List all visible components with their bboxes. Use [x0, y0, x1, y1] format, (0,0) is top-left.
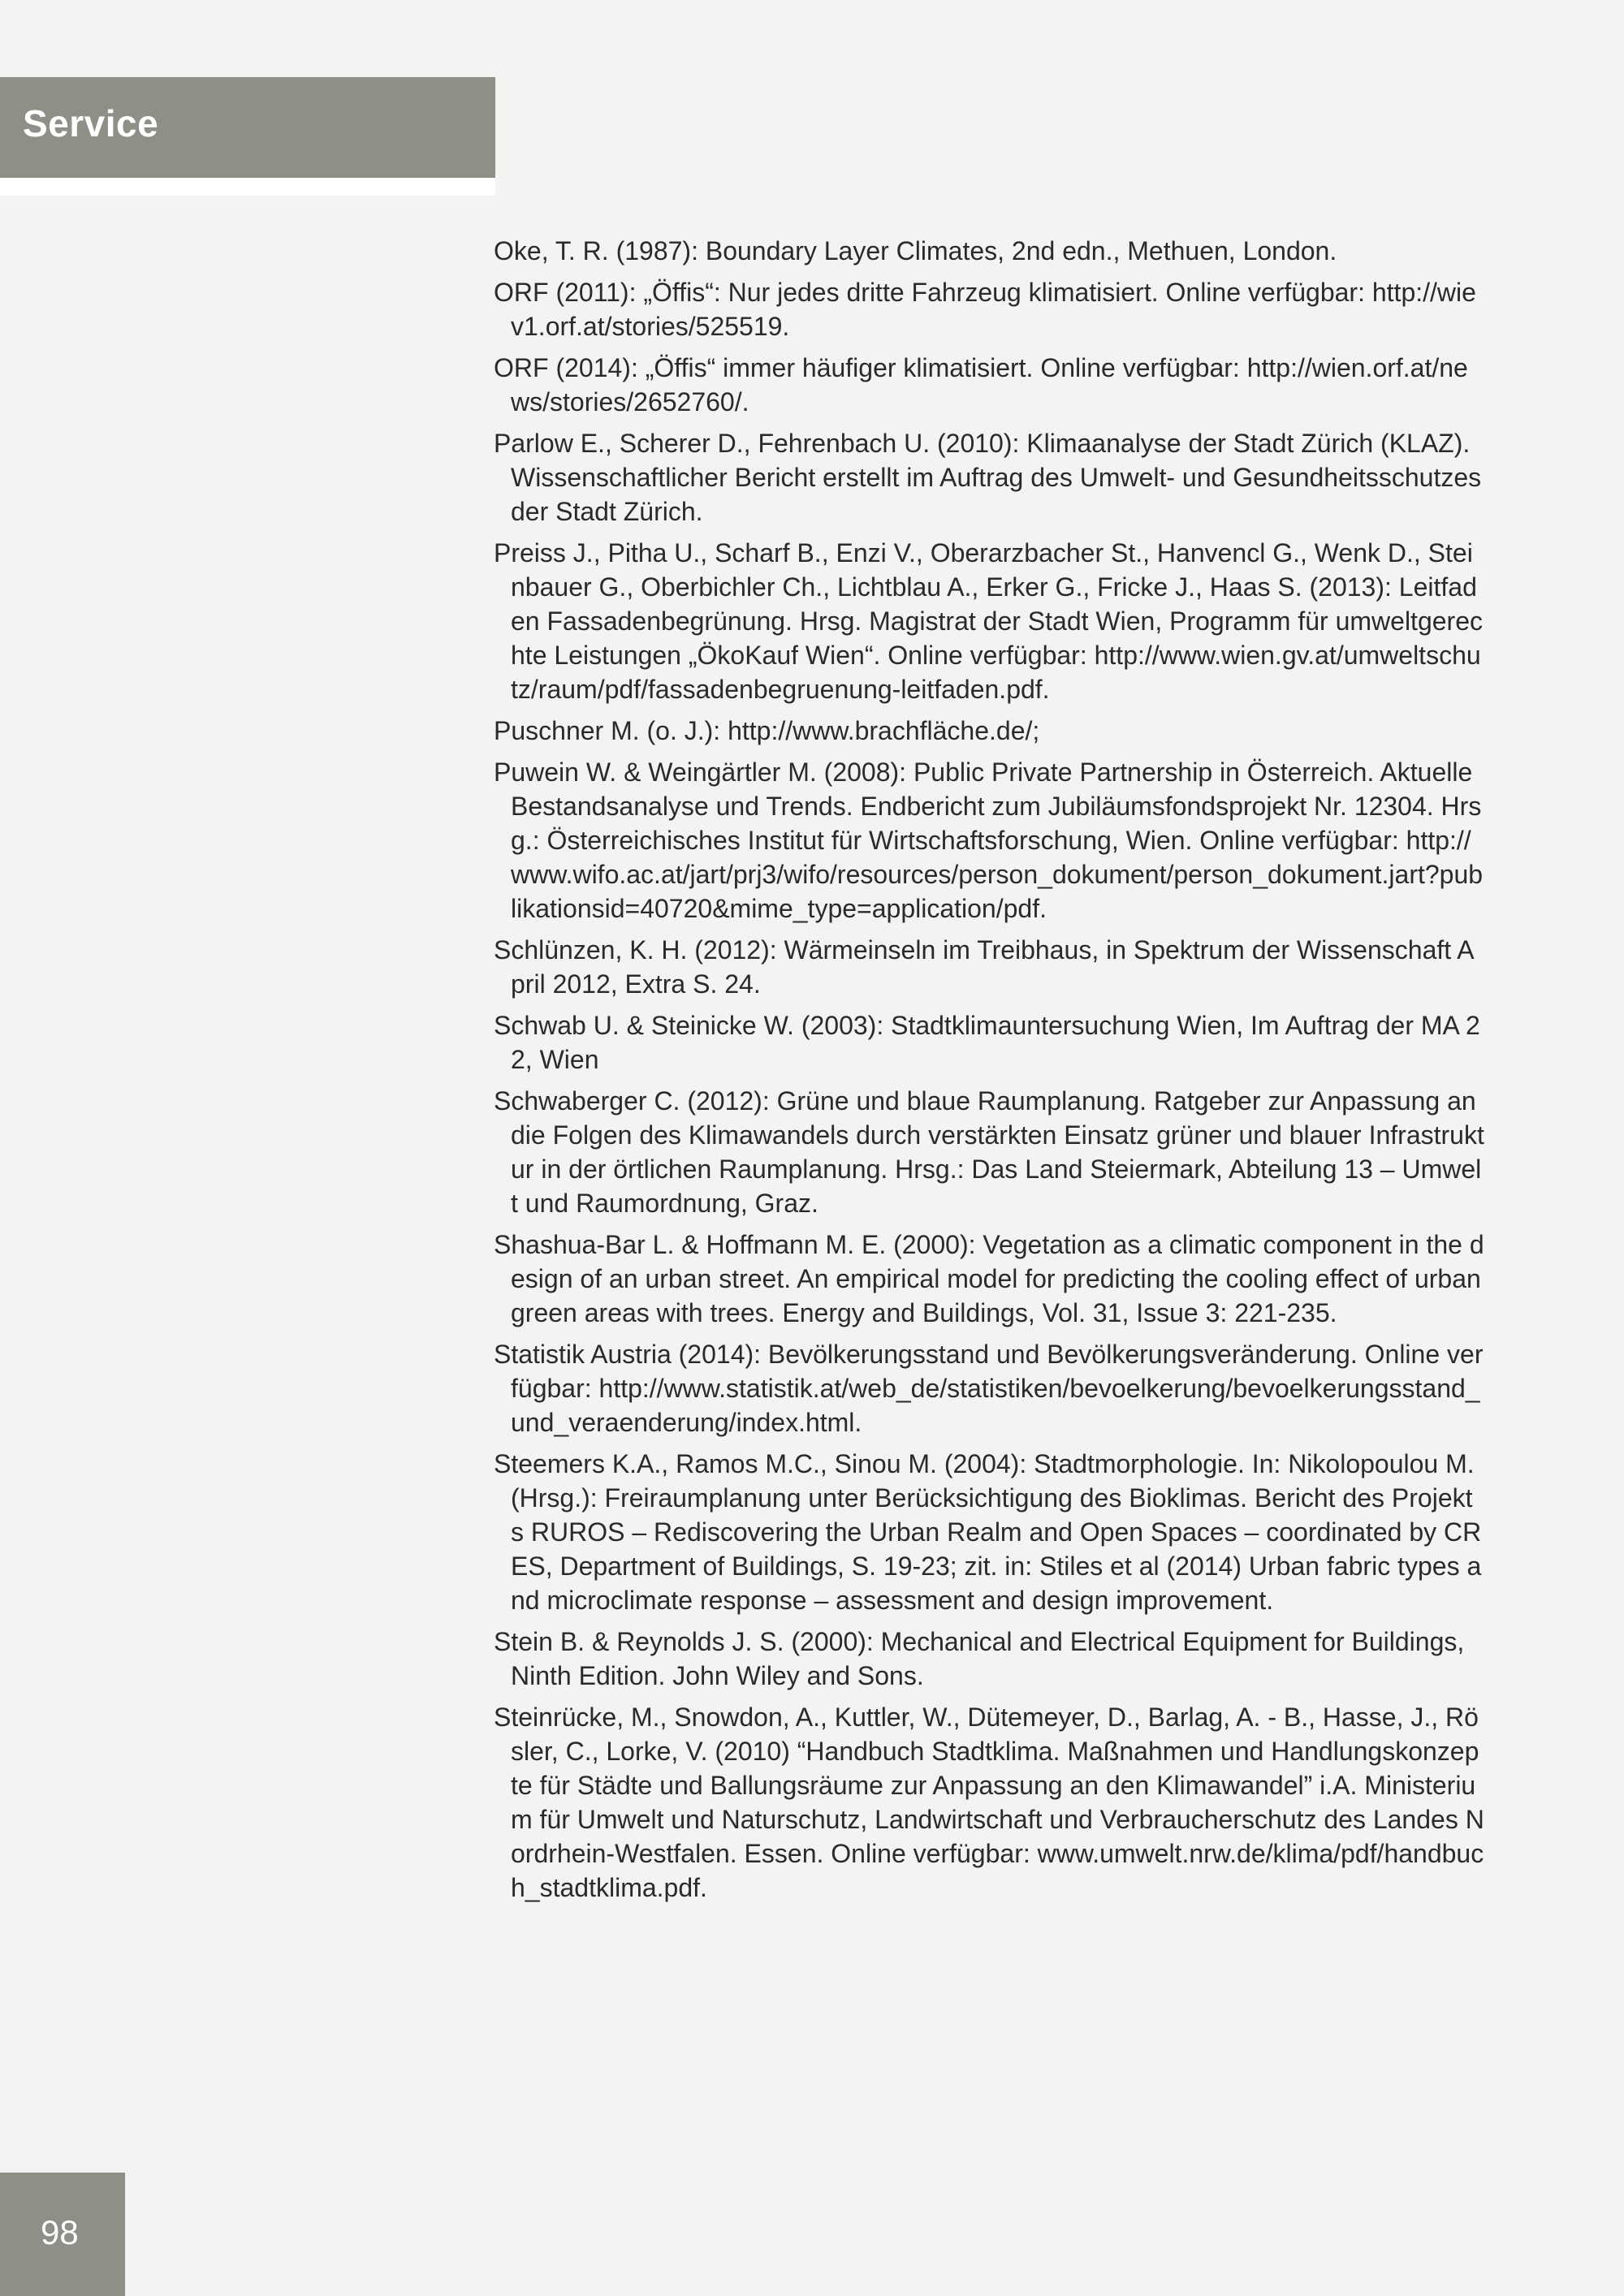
section-title: Service — [23, 102, 159, 145]
reference-item: Schlünzen, K. H. (2012): Wärmeinseln im Treibhaus, in Spektrum der Wissenschaft April 2012, Extra S. 24. — [494, 935, 1475, 999]
header-divider — [0, 178, 495, 196]
reference-item: Preiss J., Pitha U., Scharf B., Enzi V., Oberarzbacher St., Hanvencl G., Wenk D., Steinbauer G., Oberbichler Ch., Lichtblau A., Erker G., Fricke J., Haas S. (2013): Leitfaden Fassadenbegrünung. Hrsg. Magistrat der Stadt Wien, Programm für umweltgerechte Leistungen „ÖkoKauf Wien“. Online verfügbar: http://www.wien.gv.at/umweltschutz/raum/pdf/fassadenbegruenung-leitfaden.pdf. — [494, 538, 1483, 704]
reference-item: Stein B. & Reynolds J. S. (2000): Mechanical and Electrical Equipment for Buildings, Ninth Edition. John Wiley and Sons. — [494, 1627, 1465, 1690]
reference-item: Puwein W. & Weingärtler M. (2008): Public Private Partnership in Österreich. Aktuelle Bestandsanalyse und Trends. Endbericht zum Jubiläumsfondsprojekt Nr. 12304. Hrsg.: Österreichisches Institut für Wirtschaftsforschung, Wien. Online verfügbar: http://www.wifo.ac.at/jart/prj3/wifo/resources/person_dokument/person_dokument.jart?publikationsid=40720&mime_type=application/pdf. — [494, 757, 1484, 923]
reference-item: Parlow E., Scherer D., Fehrenbach U. (2010): Klimaanalyse der Stadt Zürich (KLAZ). Wissenschaftlicher Bericht erstellt im Auftrag des Umwelt- und Gesundheitsschutzes der Stadt Zürich. — [494, 429, 1482, 526]
reference-item: ORF (2014): „Öffis“ immer häufiger klimatisiert. Online verfügbar: http://wien.orf.at/news/stories/2652760/. — [494, 353, 1468, 416]
reference-item: Schwab U. & Steinicke W. (2003): Stadtklimauntersuchung Wien, Im Auftrag der MA 22, Wien — [494, 1011, 1480, 1074]
reference-item: Statistik Austria (2014): Bevölkerungsstand und Bevölkerungsveränderung. Online verfügbar: http://www.statistik.at/web_de/statistiken/bevoelkerung/bevoelkerungsstand_und_veraenderung/index.html. — [494, 1340, 1484, 1437]
reference-item: Oke, T. R. (1987): Boundary Layer Climates, 2nd edn., Methuen, London. — [494, 236, 1337, 265]
reference-item: Steemers K.A., Ramos M.C., Sinou M. (2004): Stadtmorphologie. In: Nikolopoulou M. (Hrsg.): Freiraumplanung unter Berücksichtigung des Bioklimas. Bericht des Projekts RUROS – Rediscovering the Urban Realm and Open Spaces – coordinated by CRES, Department of Buildings, S. 19-23; zit. in: Stiles et al (2014) Urban fabric types and microclimate response – assessment and design improvement. — [494, 1449, 1482, 1615]
reference-item: Schwaberger C. (2012): Grüne und blaue Raumplanung. Ratgeber zur Anpassung an die Folgen des Klimawandels durch verstärkten Einsatz grüner und blauer Infrastruktur in der örtlichen Raumplanung. Hrsg.: Das Land Steiermark, Abteilung 13 – Umwelt und Raumordnung, Graz. — [494, 1086, 1484, 1218]
section-header — [0, 77, 495, 178]
reference-item: Shashua-Bar L. & Hoffmann M. E. (2000): Vegetation as a climatic component in the design of an urban street. An empirical model for predicting the cooling effect of urban green areas with trees. Energy and Buildings, Vol. 31, Issue 3: 221-235. — [494, 1230, 1484, 1327]
reference-item: Puschner M. (o. J.): http://www.brachfläche.de/; — [494, 716, 1040, 745]
reference-item: Steinrücke, M., Snowdon, A., Kuttler, W., Dütemeyer, D., Barlag, A. - B., Hasse, J., Rösler, C., Lorke, V. (2010) “Handbuch Stadtklima. Maßnahmen und Handlungskonzepte für Städte und Ballungsräume zur Anpassung an den Klimawandel” i.A. Ministerium für Umwelt und Naturschutz, Landwirtschaft und Verbraucherschutz des Landes Nordrhein-Westfalen. Essen. Online verfügbar: www.umwelt.nrw.de/klima/pdf/handbuch_stadtklima.pdf. — [494, 1703, 1484, 1902]
page-number: 98 — [41, 2213, 79, 2251]
page-number-box — [0, 2173, 125, 2296]
reference-list — [494, 234, 1484, 1912]
reference-item: ORF (2011): „Öffis“: Nur jedes dritte Fahrzeug klimatisiert. Online verfügbar: http://wiev1.orf.at/stories/525519. — [494, 278, 1476, 341]
